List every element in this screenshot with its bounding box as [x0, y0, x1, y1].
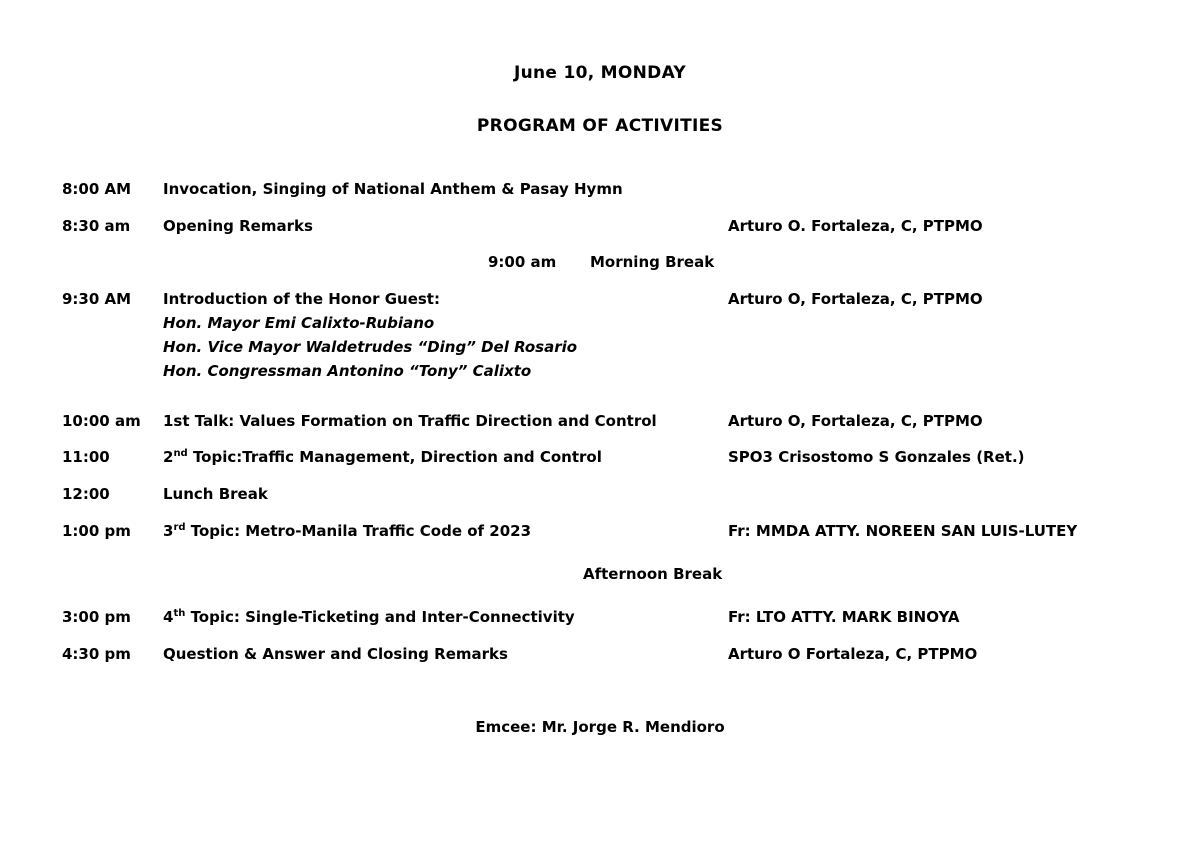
row-topic: [163, 446, 602, 468]
topic-text: Topic:Traffic Management, Direction and Control: [187, 448, 602, 466]
row-topic: Question & Answer and Closing Remarks: [163, 645, 508, 663]
break-label: Morning Break: [590, 253, 715, 271]
honor-guest: Hon. Mayor Emi Calixto-Rubiano: [163, 314, 435, 332]
ordinal-suffix: rd: [173, 522, 186, 533]
row-speaker: Arturo O. Fortaleza, C, PTPMO: [728, 217, 983, 235]
row-time: 8:00 AM: [62, 180, 132, 198]
topic-number: 3: [163, 522, 174, 540]
event-date: June 10, MONDAY: [513, 63, 687, 83]
row-time: 1:00 pm: [62, 522, 131, 540]
row-time: 4:30 pm: [62, 645, 131, 663]
schedule-row: [0, 178, 1200, 202]
schedule-row: [0, 483, 1200, 507]
row-speaker: Fr: MMDA ATTY. NOREEN SAN LUIS-LUTEY: [728, 522, 1078, 540]
row-time: 12:00: [62, 485, 110, 503]
break-label: Afternoon Break: [583, 565, 723, 583]
row-speaker: Arturo O, Fortaleza, C, PTPMO: [728, 290, 983, 308]
row-time: 9:30 AM: [62, 290, 132, 308]
break-time: 9:00 am: [488, 253, 557, 271]
schedule-row: [0, 520, 1200, 544]
honor-guest: Hon. Vice Mayor Waldetrudes “Ding” Del Rosario: [163, 338, 578, 356]
schedule-row: [0, 606, 1200, 630]
row-topic: [163, 520, 531, 542]
schedule-row: [0, 215, 1200, 239]
ordinal-suffix: nd: [173, 448, 188, 459]
row-speaker: SPO3 Crisostomo S Gonzales (Ret.): [728, 448, 1025, 466]
honor-guest: Hon. Congressman Antonino “Tony” Calixto: [163, 362, 532, 380]
topic-number: 2: [163, 448, 174, 466]
row-topic: Invocation, Singing of National Anthem & Pasay Hymn: [163, 180, 623, 198]
topic-text: Topic: Metro-Manila Traffic Code of 2023: [185, 522, 532, 540]
row-time: 11:00: [62, 448, 110, 466]
row-time: 3:00 pm: [62, 608, 131, 626]
row-speaker: Arturo O, Fortaleza, C, PTPMO: [728, 412, 983, 430]
row-topic: Lunch Break: [163, 485, 268, 503]
schedule-row: [0, 643, 1200, 667]
ordinal-suffix: th: [173, 608, 186, 619]
row-topic: [163, 606, 575, 628]
emcee-line: Emcee: Mr. Jorge R. Mendioro: [475, 718, 725, 736]
topic-number: 4: [163, 608, 174, 626]
row-speaker: Arturo O Fortaleza, C, PTPMO: [728, 645, 978, 663]
schedule-row: [0, 446, 1200, 470]
schedule-row: [0, 288, 1200, 312]
page-title: PROGRAM OF ACTIVITIES: [476, 116, 724, 136]
topic-text: Topic: Single-Ticketing and Inter-Connectivity: [185, 608, 575, 626]
row-time: 10:00 am: [62, 412, 141, 430]
row-topic: Introduction of the Honor Guest:: [163, 290, 440, 308]
row-topic: Opening Remarks: [163, 217, 313, 235]
schedule-row: [0, 410, 1200, 434]
row-topic: 1st Talk: Values Formation on Traffic Direction and Control: [163, 412, 657, 430]
row-time: 8:30 am: [62, 217, 131, 235]
row-speaker: Fr: LTO ATTY. MARK BINOYA: [728, 608, 960, 626]
